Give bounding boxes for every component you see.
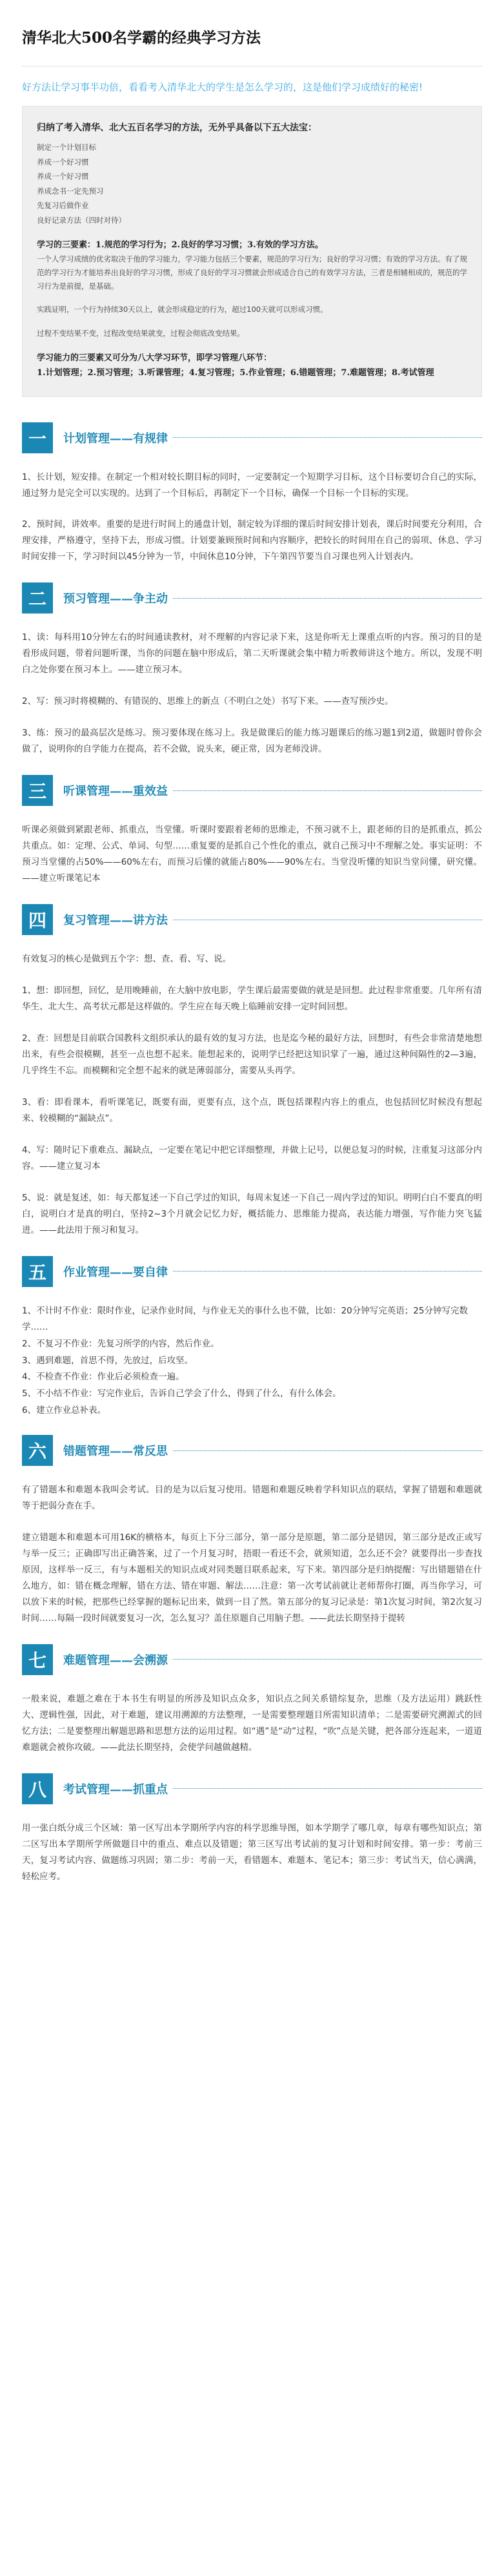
summary-item: 养成一个好习惯: [37, 157, 89, 167]
section-dotted-rule: [173, 437, 482, 438]
section-title: 难题管理——会溯源: [63, 1653, 168, 1667]
section-header: [22, 773, 482, 808]
section-number-badge: 五: [22, 1256, 53, 1287]
section-number-badge: 四: [22, 904, 53, 935]
section-list-item: 3、遇到难题，首思不得，先放过，后攻坚。: [22, 1355, 194, 1366]
summary-p4-heading: 学习能力的三要素又可分为八大学习环节，即学习管理八环节：: [37, 353, 272, 363]
section-number-badge: 七: [22, 1644, 53, 1675]
sections-container: [22, 420, 482, 1885]
section-list: [22, 1303, 482, 1419]
summary-p1: [37, 238, 469, 293]
section-paragraph: 有了错题本和难题本我叫会考试。目的是为以后复习使用。错题和难题反映着学科知识点的联结，掌握了错题和难题就等于把弱分查在手。: [22, 1485, 482, 1512]
section-header: [22, 1433, 482, 1468]
summary-box: [22, 106, 482, 397]
section-6: [22, 1433, 482, 1627]
section-list-item: 2、不复习不作业：先复习所学的内容，然后作业。: [22, 1338, 219, 1349]
section-1: [22, 420, 482, 566]
section-paragraph: 4、写：随时记下重难点、漏缺点，一定要在笔记中把它详细整理，并做上记号，以便总复习的时候，注重复习这部分内容。——建立复习本: [22, 1144, 482, 1171]
summary-list: [37, 140, 469, 227]
section-paragraph: 2、查：回想是目前联合国教科文组织承认的最有效的复习方法，也是迄今秘的最好方法，回想时，有些会非常清楚地想出来，有些会很模糊，甚至一点也想不起来。能想起来的，说明学已经把这知识掌了一遍，通过这种间隔性的2—3遍，几乎终生不忘。而模糊和完全想不起来的就是薄弱部分，需要从头再学。: [22, 1033, 482, 1076]
section-dotted-rule: [173, 598, 482, 599]
section-5: [22, 1254, 482, 1419]
section-paragraph: 有效复习的核心是做到五个字：想、查、看、写、说。: [22, 954, 231, 965]
summary-p1-text: 一个人学习成绩的优劣取决于他的学习能力，学习能力包括三个要素，规范的学习行为；良好的学习习惯；有效的学习方法。有了规范的学习行为才能培养出良好的学习习惯，形成了良好的学习习惯就会形成适合自己的有效学习方法，三者是相辅相成的，规范的学习行为是前提，是基础。: [37, 254, 467, 291]
section-header: [22, 1771, 482, 1806]
lead-paragraph: 好方法让学习事半功倍，看看考入清华北大的学生是怎么学习的，这是他们学习成绩好的秘密!: [22, 81, 423, 93]
section-dotted-rule: [173, 1788, 482, 1789]
section-header: [22, 1254, 482, 1289]
section-number-badge: 八: [22, 1773, 53, 1804]
section-title: 复习管理——讲方法: [63, 914, 168, 928]
section-paragraph: 1、长计划，短安排。在制定一个相对较长期目标的同时，一定要制定一个短期学习目标，这个目标要切合自己的实际，通过努力是完全可以实现的。达到了一个目标后，再制定下一个目标，确保一个目标一个目标的实现。: [22, 471, 482, 499]
summary-p4: [37, 351, 469, 381]
section-header: [22, 581, 482, 615]
summary-item: 制定一个计划目标: [37, 143, 96, 152]
section-3: [22, 773, 482, 887]
section-dotted-rule: [173, 1271, 482, 1272]
section-list-item: 6、建立作业总补表。: [22, 1405, 106, 1416]
section-paragraph: 2、预时间，讲效率。重要的是进行时间上的通盘计划，制定较为详细的课后时间安排计划表，课后时间要充分利用，合理安排，严格遵守，坚持下去，形成习惯。计划要兼顾预时间和内容顺序，把较长的时间用在自己的弱项、休息、学习时间安排一下，学习时间以45分钟为一节，中间休息10分钟，下午第四节要当自习课也列入计划表内。: [22, 519, 482, 562]
section-list-item: 1、不计时不作业：限时作业，记录作业时间，与作业无关的事什么也不做，比如：20分钟写完英语；25分钟写完数学……: [22, 1305, 468, 1333]
section-7: [22, 1642, 482, 1756]
summary-item: 养成念书一定先预习: [37, 186, 104, 196]
section-title: 计划管理——有规律: [63, 431, 168, 446]
article-title: 清华北大500名学霸的经典学习方法: [22, 29, 261, 46]
summary-p3: 过程不变结果不变，过程改变结果就变，过程会彻底改变结果。: [37, 329, 245, 338]
section-paragraph: 用一张白纸分成三个区域：第一区写出本学期所学内容的科学思维导图，如本学期学了哪几章，每章有哪些知识点；第二区写出本学期所学所做题目中的重点、难点以及错题；第三区写出考试前的复习计划和时间安排。第一步：考前三天，复习考试内容、做题练习巩固；第二步：考前一天，看错题本、难题本、笔记本；第三步：考试当天，信心满满，轻松应考。: [22, 1822, 482, 1882]
section-paragraph: 3、看：即看课本，看听课笔记，既要有面，更要有点，这个点，既包括课程内容上的重点，也包括回忆时候没有想起来、较模糊的“漏缺点”。: [22, 1097, 482, 1124]
summary-item: 良好记录方法（四时对待）: [37, 215, 126, 225]
section-title: 听课管理——重效益: [63, 785, 168, 799]
section-paragraph: 1、读：每科用10分钟左右的时间通读教材，对不理解的内容记录下来，这是你听无上课重点听的内容。预习的目的是看形成问题，带着问题听课，当你的问题在脑中形成后，第二天听课就会集中精力听教师讲这个地方。所以，发现不明白之处你要在预习本上。——建立预习本。: [22, 632, 482, 675]
section-title: 作业管理——要自律: [63, 1265, 168, 1279]
section-number-badge: 三: [22, 775, 53, 806]
summary-heading: 归纳了考入清华、北大五百名学习的方法，无外乎具备以下五大法宝：: [37, 123, 317, 134]
section-header: [22, 420, 482, 455]
title-divider: [22, 66, 482, 67]
section-dotted-rule: [173, 1450, 482, 1451]
summary-p2: 实践证明，一个行为持续30天以上，就会形成稳定的行为，超过100天就可以形成习惯。: [37, 305, 328, 314]
section-paragraph: 3、练：预习的最高层次是练习。预习要体现在练习上。我是做课后的能力练习题课后的练习题1到2道，做题时曾你会做了，说明你的自学能力在提高，若不会做，说头来，硬正常，因为老师没讲。: [22, 728, 482, 755]
section-list-item: 4、不检查不作业：作业后必须检查一遍。: [22, 1372, 185, 1383]
section-2: [22, 581, 482, 757]
section-number-badge: 二: [22, 582, 53, 613]
section-header: [22, 902, 482, 937]
section-paragraph: 1、想：即回想，回忆，是用晚睡前，在大脑中放电影，学生课后最需要做的就是是回想。此过程非常重要。几年所有清华生、北大生、高考状元都是这样做的。学生应在每天晚上临睡前安排一定时间回想。: [22, 985, 482, 1012]
section-4: [22, 902, 482, 1239]
section-paragraph: 建立错题本和难题本可用16K的横格本，每页上下分三部分，第一部分是原题，第二部分是错因，第三部分是改正或写与举一反三；正确即写出正确答案，过了一个月复习时，捂眼一看还不会，就须知道，怎么还不会？就要得出一步查找原因，这样举一反三，有与本题相关的知识点或对同类题目联系起来，写下来。第四部分是归纳提醒：写出错题错在什么地方，如：错在概念理解，错在方法、错在审题、解法……注意：第一次考试前就让老师帮你打圈，再当你学习，可以放下来的时候，把那些已经掌握的题标记出来，做到一目了然。第五部分的复习记录是：第1次复习时间，第2次复习时间……每隔一段时间就要复习一次，怎么复习？盖住原题自己用脑子想。——此法长期坚持于提转: [22, 1532, 482, 1623]
section-title: 预习管理——争主动: [63, 592, 168, 606]
section-title: 错题管理——常反思: [63, 1445, 168, 1459]
section-header: [22, 1642, 482, 1677]
section-paragraph: 一般来说，难题之难在于本书生有明显的所涉及知识点众多，知识点之间关系错综复杂，思维（及方法运用）跳跃性大、逻辑性强，因此，对于难题，建议用溯源的方法整理，一是需要整理题目所需知识清单；二是需要研究溯源式的回忆方法；二是要整理出解题思路和思想方法的运用过程。如“遇”是“动”过程，“吹”点是关键，把各部分连起来，一道道难题就会被你攻破。——此法长期坚持，会使学问越做越精。: [22, 1693, 482, 1753]
section-dotted-rule: [173, 790, 482, 791]
section-paragraph: 听课必须做到紧跟老师、抓重点，当堂懂。听课时要跟着老师的思维走，不预习就不上，跟老师的目的是抓重点，抓公共重点。如：定理、公式、单词、句型……重复要的是抓自己个性化的重点，就自己预习中不理解之处。事实证明：不预习当堂懂的占50%——60%左右，而预习后懂的就能占80%——90%左右。当堂没听懂的知识当堂问懂，研究懂。——建立听课笔记本: [22, 825, 482, 884]
section-paragraph: 2、写：预习时将模糊的、有错误的、思维上的新点（不明白之处）书写下来。——查写预沙史。: [22, 696, 394, 707]
section-dotted-rule: [173, 1659, 482, 1660]
summary-item: 先复习后做作业: [37, 201, 89, 211]
section-title: 考试管理——抓重点: [63, 1782, 168, 1797]
section-8: [22, 1771, 482, 1885]
section-list-item: 5、不小结不作业：写完作业后，告诉自己学会了什么，得到了什么，有什么体会。: [22, 1388, 341, 1399]
summary-p4-list: 1.计划管理；2.预习管理；3.听课管理；4.复习管理；5.作业管理；6.错题管理；7.难题管理；8.考试管理: [37, 368, 434, 378]
section-paragraph: 5、说：就是复述，如：每天都复述一下自己学过的知识，每周末复述一下自己一周内学过的知识。明明白白不要真的明白，说明白才是真的明白，坚持2~3个月就会记忆力好，概括能力、思维能力提高，表达能力增强，写作能力突飞猛进。——此法用于预习和复习。: [22, 1192, 482, 1235]
section-number-badge: 一: [22, 422, 53, 453]
summary-item: 养成一个好习惯: [37, 172, 89, 181]
summary-p1-heading: 学习的三要素：1.规范的学习行为；2.良好的学习习惯；3.有效的学习方法。: [37, 240, 323, 250]
section-number-badge: 六: [22, 1435, 53, 1466]
